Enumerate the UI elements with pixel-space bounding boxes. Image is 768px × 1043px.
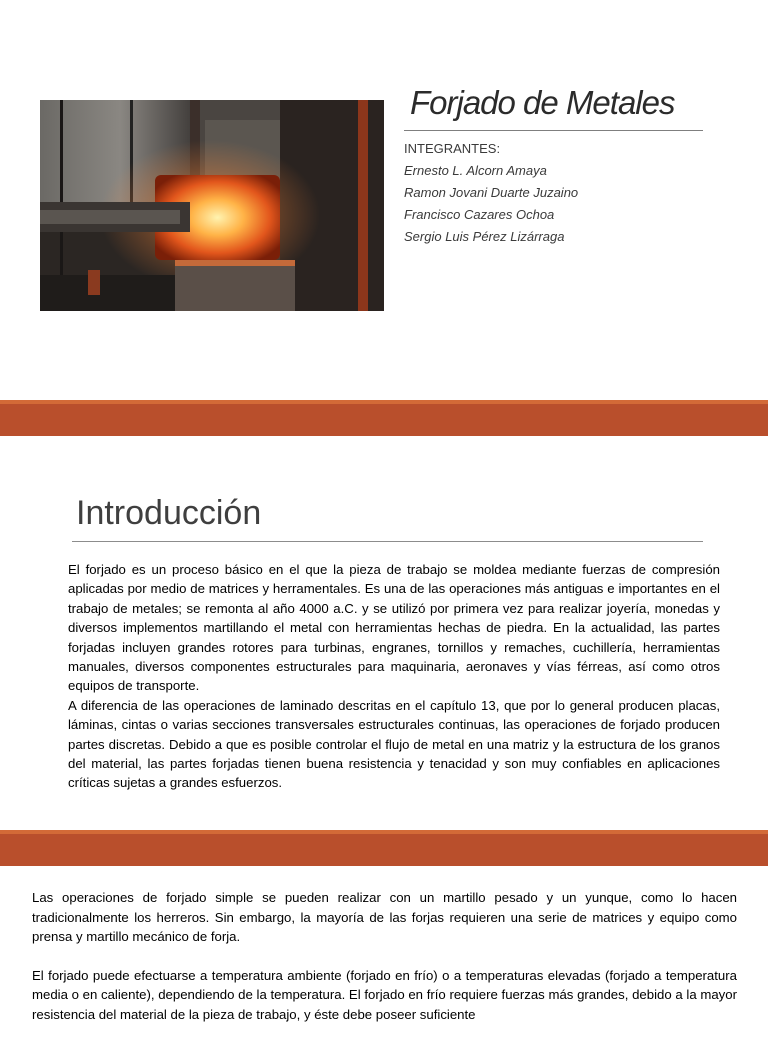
title-divider	[404, 130, 703, 131]
slide-separator	[0, 404, 768, 436]
section-heading: Introducción	[76, 494, 262, 532]
hot-metal-forging-image	[40, 100, 384, 311]
members-label: INTEGRANTES:	[404, 141, 501, 156]
paragraph: El forjado puede efectuarse a temperatura ambiente (forjado en frío) o a temperaturas elevadas (forjado a temperatura media o en caliente), dependiendo de la temperatura. El forjado en frío requiere fuerzas más grandes, debido a la mayor resistencia del material de la pieza de trabajo, y éste debe poseer suficiente	[32, 967, 737, 1022]
member-name: Francisco Cazares Ochoa	[404, 207, 555, 222]
member-name: Sergio Luis Pérez Lizárraga	[404, 229, 565, 244]
member-name: Ernesto L. Alcorn Amaya	[404, 163, 547, 178]
paragraph: A diferencia de las operaciones de laminado descritas en el capítulo 13, que por lo general producen placas, láminas, cintas o varias secciones transversales estructurales continuas, las operaciones de forjado producen partes discretas. Debido a que es posible controlar el flujo de metal en una matriz y la estructura de los granos del material, las partes forjadas tienen buena resistencia y tenacidad y son muy confiables en aplicaciones críticas sujetas a grandes esfuerzos.	[68, 697, 720, 791]
page-title: Forjado de Metales	[410, 84, 675, 121]
slide-separator	[0, 834, 768, 866]
paragraph: El forjado es un proceso básico en el que la pieza de trabajo se moldea mediante fuerzas de compresión aplicadas por medio de matrices y herramentales. Es una de las operaciones más antiguas e importantes en el trabajo de metales; se remonta al año 4000 a.C. y se utilizó por primera vez para realizar joyería, monedas y diversos implementos martillando el metal con herramientas hechas de piedra. En la actualidad, las partes forjadas incluyen grandes rotores para turbinas, engranes, tornillos y remaches, cuchillería, herramientas manuales, diversos componentes estructurales para maquinaria, aeronaves y vías férreas, así como otros equipos de transporte.	[68, 562, 720, 694]
forging-body	[32, 888, 737, 1043]
heading-divider	[72, 541, 703, 542]
forging-photo	[40, 100, 384, 311]
paragraph: Las operaciones de forjado simple se pueden realizar con un martillo pesado y un yunque, como lo hacen tradicionalmente los herreros. Sin embargo, la mayoría de las forjas requieren una serie de matrices y equipo como prensa y martillo mecánico de forja.	[32, 890, 737, 944]
member-name: Ramon Jovani Duarte Juzaino	[404, 185, 579, 200]
intro-body	[68, 560, 720, 793]
title-slide	[0, 0, 768, 400]
